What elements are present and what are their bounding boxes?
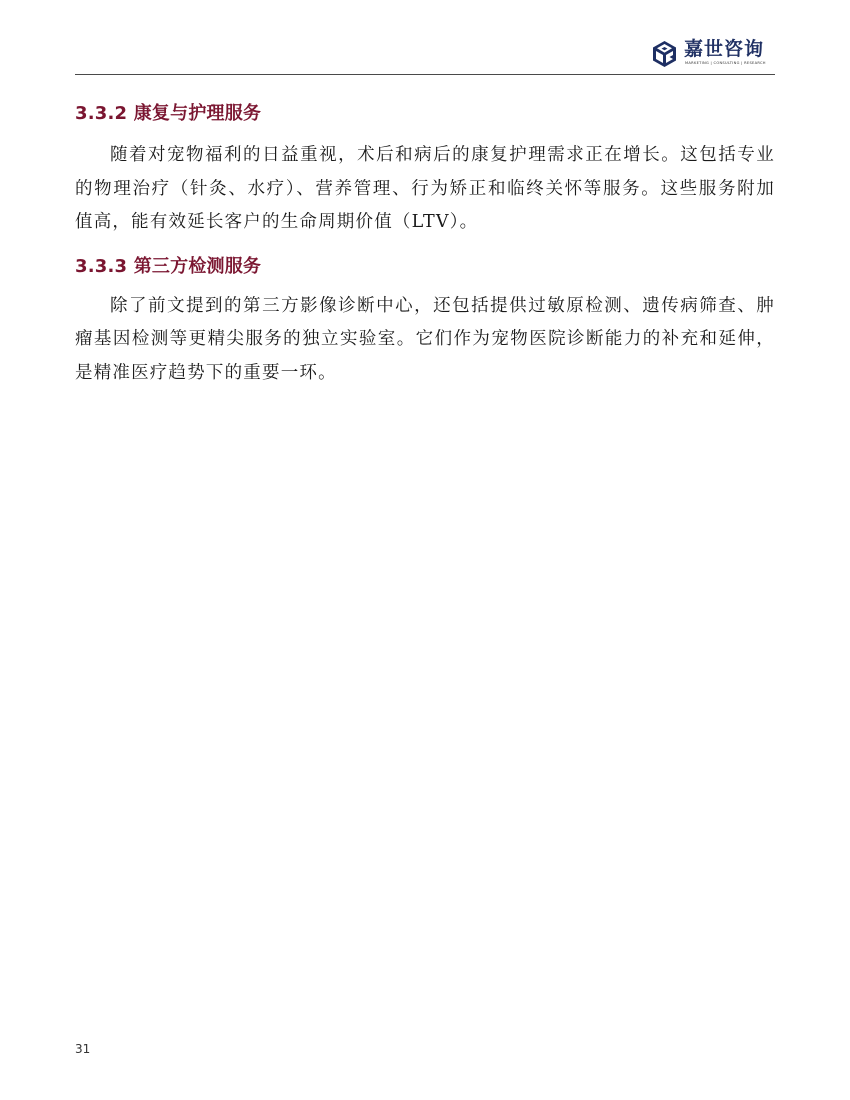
document-body [75,100,775,390]
logo-tagline: MARKETING | CONSULTING | RESEARCH [685,61,766,65]
section-heading: 3.3.2 康复与护理服务 [75,103,262,124]
company-logo [651,38,775,70]
section-paragraph: 随着对宠物福利的日益重视，术后和病后的康复护理需求正在增长。这包括专业的物理治疗（针灸、水疗）、营养管理、行为矫正和临终关怀等服务。这些服务附加值高，能有效延长客户的生命周期价值（LTV）。 [75,145,775,232]
page-header [75,34,775,75]
section-paragraph: 除了前文提到的第三方影像诊断中心，还包括提供过敏原检测、遗传病筛查、肿瘤基因检测等更精尖服务的独立实验室。它们作为宠物医院诊断能力的补充和延伸，是精准医疗趋势下的重要一环。 [75,295,775,383]
logo-cube-icon [651,40,678,68]
page-number: 31 [75,1042,91,1056]
logo-name: 嘉世咨询 [684,38,765,60]
section-heading: 3.3.3 第三方检测服务 [75,255,262,277]
